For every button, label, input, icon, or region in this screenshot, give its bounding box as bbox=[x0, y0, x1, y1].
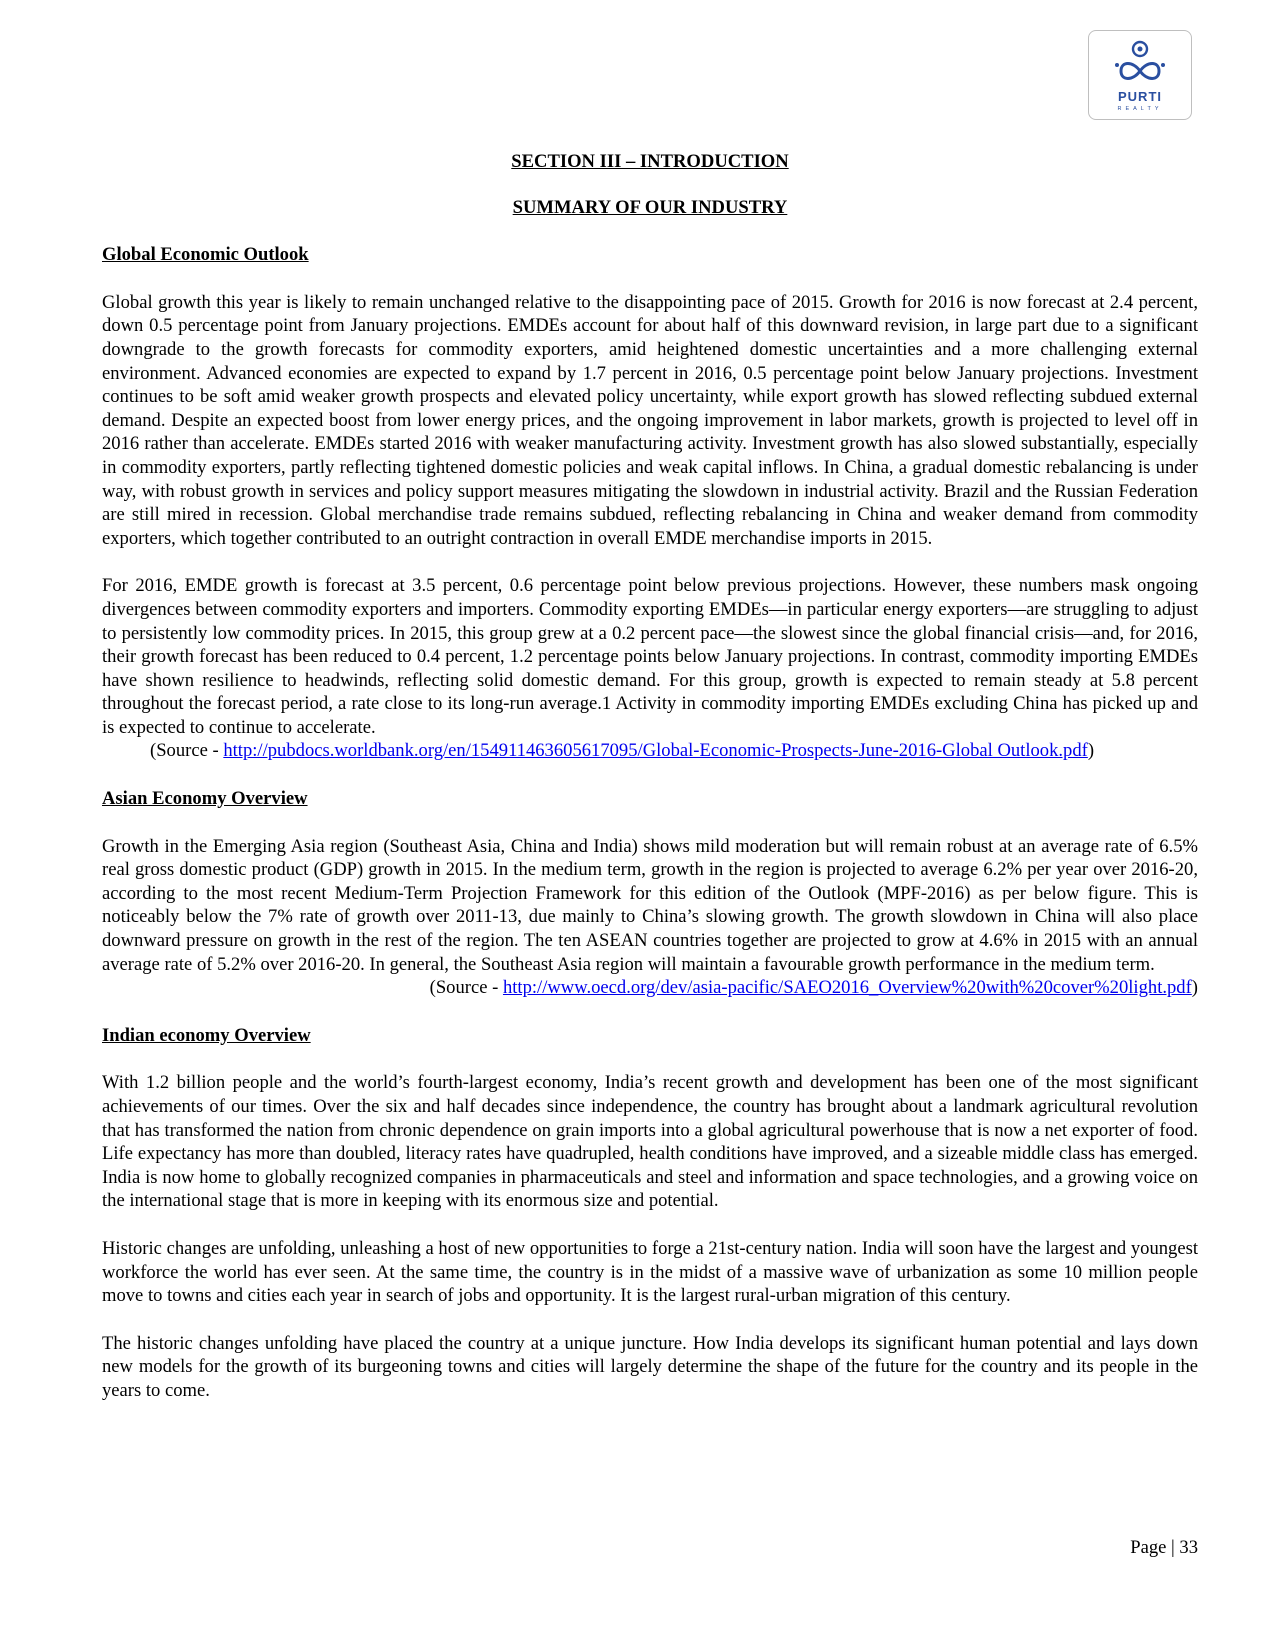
global-paragraph-2: For 2016, EMDE growth is forecast at 3.5 percent, 0.6 percentage point below previous projections. However, these numbers mask ongoing divergences between commodity exporters and importers. Commodity exporting EMDEs—in particular energy exporters—are struggling to adjust to persistently low commodity prices. In 2015, this group grew at a 0.2 percent pace—the slowest since the global financial crisis—and, for 2016, their growth forecast has been reduced to 0.4 percent, 1.2 percentage points below January projections. In contrast, commodity importing EMDEs have shown resilience to headwinds, reflecting solid domestic demand. For this group, growth is expected to remain steady at 5.8 percent throughout the forecast period, a rate close to its long-run average.1 Activity in commodity importing EMDEs excluding China has picked up and is expected to continue to accelerate. bbox=[102, 575, 1198, 738]
india-paragraph-1: With 1.2 billion people and the world’s fourth-largest economy, India’s recent growth and development has been one of the most significant achievements of our times. Over the six and half decades since independence, the country has brought about a landmark agricultural revolution that has transformed the nation from chronic dependence on grain imports into a global agricultural powerhouse that is now a net exporter of food. Life expectancy has more than doubled, literacy rates have quadrupled, health conditions have improved, and a sizeable middle class has emerged. India is now home to globally recognized companies in pharmaceuticals and steel and information and space technologies, and a growing voice on the international stage that is more in keeping with its enormous size and potential. bbox=[102, 1072, 1198, 1212]
global-source bbox=[102, 739, 1198, 763]
company-logo bbox=[1088, 30, 1192, 120]
page-number: Page | 33 bbox=[1130, 1537, 1198, 1558]
asia-paragraph-1: Growth in the Emerging Asia region (Southeast Asia, China and India) shows mild moderation but will remain robust at an average rate of 6.5% real gross domestic product (GDP) growth in 2015. In the medium term, growth in the region is projected to average 6.2% per year over 2016-20, according to the most recent Medium-Term Projection Framework for this edition of the Outlook (MPF-2016) as per below figure. This is noticeably below the 7% rate of growth over 2011-13, due mainly to China’s slowing growth. The growth slowdown in China will also place downward pressure on growth in the rest of the region. The ten ASEAN countries together are projected to grow at 4.6% in 2015 with an annual average rate of 5.2% over 2016-20. In general, the Southeast Asia region will maintain a favourable growth performance in the medium term. bbox=[102, 835, 1198, 975]
summary-heading: SUMMARY OF OUR INDUSTRY bbox=[512, 196, 788, 218]
india-paragraph-3: The historic changes unfolding have placed the country at a unique juncture. How India develops its significant human potential and lays down new models for the growth of its burgeoning towns and cities will largely determine the shape of the future for the country and its people in the years to come. bbox=[102, 1332, 1198, 1401]
oecd-source-link[interactable]: http://www.oecd.org/dev/asia-pacific/SAEO2016_Overview%20with%20cover%20light.pdf bbox=[502, 977, 1192, 999]
logo-subtitle: REALTY bbox=[1117, 106, 1163, 112]
purti-emblem-icon bbox=[1109, 37, 1171, 89]
india-paragraph-2: Historic changes are unfolding, unleashing a host of new opportunities to forge a 21st-century nation. India will soon have the largest and youngest workforce the world has ever seen. At the same time, the country is in the midst of a massive wave of urbanization as some 10 million people move to towns and cities each year in search of jobs and opportunity. It is the largest rural-urban migration of this century. bbox=[102, 1237, 1198, 1307]
source-prefix: (Source - bbox=[429, 977, 503, 999]
logo-name: PURTI bbox=[1118, 89, 1162, 104]
asia-source bbox=[102, 976, 1198, 1000]
source-suffix: ) bbox=[1191, 977, 1198, 999]
section-heading: SECTION III – INTRODUCTION bbox=[511, 151, 789, 172]
global-outlook-heading: Global Economic Outlook bbox=[102, 244, 309, 266]
asian-overview-heading: Asian Economy Overview bbox=[102, 788, 308, 810]
worldbank-source-link[interactable]: http://pubdocs.worldbank.org/en/154911463605617095/Global-Economic-Prospects-June-2016-Global Outlook.pdf bbox=[223, 740, 1088, 762]
indian-overview-heading: Indian economy Overview bbox=[102, 1024, 311, 1046]
source-suffix: ) bbox=[1087, 740, 1095, 762]
document-body bbox=[102, 150, 1198, 1427]
source-prefix: (Source - bbox=[150, 740, 224, 762]
global-paragraph-1: Global growth this year is likely to remain unchanged relative to the disappointing pace of 2015. Growth for 2016 is now forecast at 2.4 percent, down 0.5 percentage point from January projections. EMDEs account for about half of this downward revision, in large part due to a significant downgrade to the growth forecasts for commodity exporters, amid heightened domestic uncertainties and a more challenging external environment. Advanced economies are expected to expand by 1.7 percent in 2016, 0.5 percentage point below January projections. Investment continues to be soft amid weaker growth prospects and elevated policy uncertainty, while export growth has slowed reflecting subdued external demand. Despite an expected boost from lower energy prices, and the ongoing improvement in labor markets, growth is projected to level off in 2016 rather than accelerate. EMDEs started 2016 with weaker manufacturing activity. Investment growth has also slowed substantially, especially in commodity exporters, partly reflecting tightened domestic policies and weak capital inflows. In China, a gradual domestic rebalancing is under way, with robust growth in services and policy support measures mitigating the slowdown in industrial activity. Brazil and the Russian Federation are still mired in recession. Global merchandise trade remains subdued, reflecting rebalancing in China and weaker demand from commodity exporters, which together contributed to an outright contraction in overall EMDE merchandise imports in 2015. bbox=[102, 291, 1198, 549]
